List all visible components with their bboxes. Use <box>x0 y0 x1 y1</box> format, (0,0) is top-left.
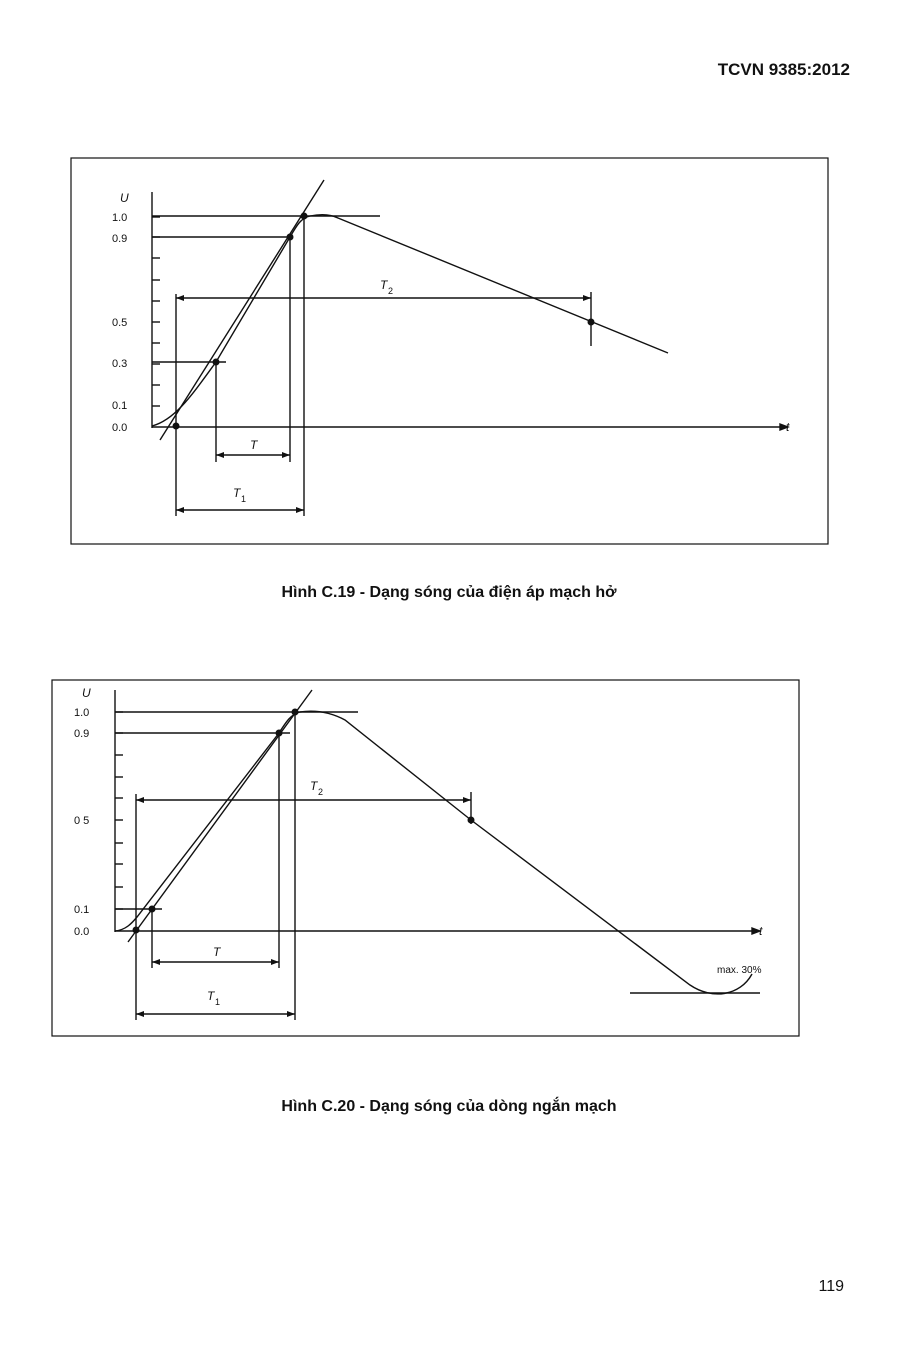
label-t1: T <box>233 486 241 500</box>
point-peak <box>301 213 308 220</box>
front-line <box>160 180 324 440</box>
label-t2: T <box>380 278 388 292</box>
figure-c20-caption: Hình C.20 - Dạng sóng của dòng ngắn mạch <box>281 1098 617 1115</box>
point-30pct <box>213 359 220 366</box>
y-tick-label: 0.3 <box>112 358 128 370</box>
y-tick-label: 1.0 <box>112 212 128 224</box>
figure-c20-short-circuit-current <box>0 670 898 1050</box>
label-t1-subscript: 1 <box>241 494 247 504</box>
figure-c19-open-circuit-voltage <box>0 150 898 560</box>
label-t2-subscript: 2 <box>318 787 324 797</box>
label-t: T <box>250 438 258 452</box>
point-zero <box>133 927 140 934</box>
waveform-curve <box>115 711 752 994</box>
y-tick-label: 0.1 <box>112 400 128 412</box>
standard-code: TCVN 9385:2012 <box>717 60 850 79</box>
point-90pct <box>276 730 283 737</box>
y-axis-label: U <box>120 191 129 205</box>
x-axis-label: t <box>759 924 763 938</box>
page-number: 119 <box>818 1278 844 1295</box>
label-t1: T <box>207 989 215 1003</box>
point-90pct <box>287 234 294 241</box>
y-tick-label: 0 5 <box>74 815 90 827</box>
figure-c19-caption: Hình C.19 - Dạng sóng của điện áp mạch hở <box>281 584 617 601</box>
front-line <box>128 690 312 942</box>
point-50pct-tail <box>468 817 475 824</box>
y-tick-label: 0.0 <box>74 926 90 938</box>
label-t1-subscript: 1 <box>215 997 221 1007</box>
label-t2-subscript: 2 <box>388 286 394 296</box>
y-tick-label: 0.9 <box>74 728 90 740</box>
y-tick-label: 0.1 <box>74 904 90 916</box>
x-axis-label: t <box>786 420 790 434</box>
y-tick-label: 1.0 <box>74 707 90 719</box>
y-tick-label: 0.0 <box>112 422 128 434</box>
point-zero <box>173 423 180 430</box>
point-50pct-tail <box>588 319 595 326</box>
label-t: T <box>213 945 221 959</box>
undershoot-note: max. 30% <box>717 965 762 976</box>
y-axis-label: U <box>82 686 91 700</box>
y-tick-label: 0.5 <box>112 317 128 329</box>
label-t2: T <box>310 779 318 793</box>
point-peak <box>292 709 299 716</box>
point-10pct <box>149 906 156 913</box>
y-tick-label: 0.9 <box>112 233 128 245</box>
